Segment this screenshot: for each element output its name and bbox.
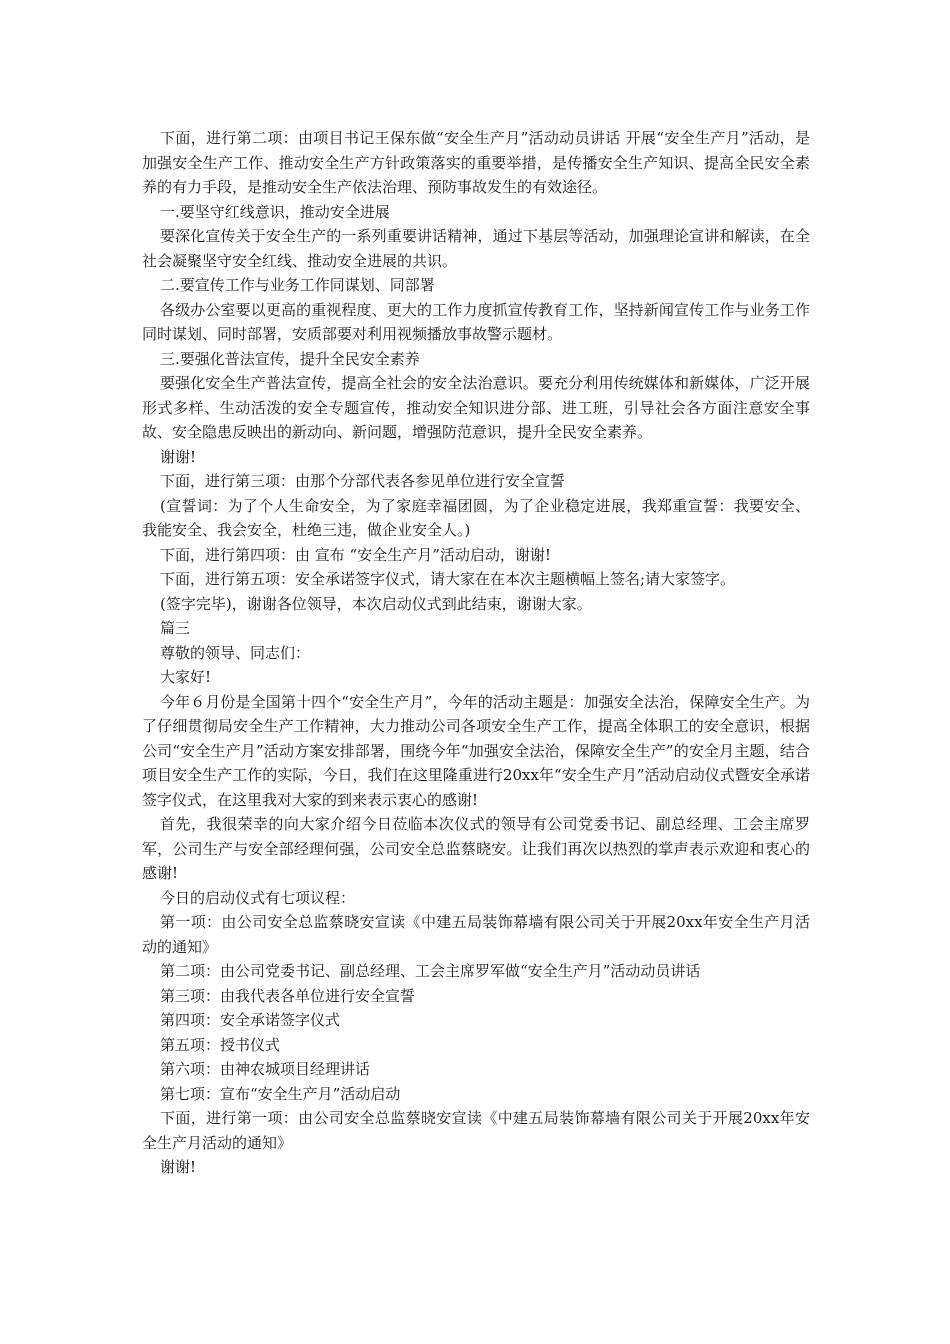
paragraph-oath: (宣誓词：为了个人生命安全，为了家庭幸福团圆，为了企业稳定进展，我郑重宣誓：我要安全、我能安全、我会安全，杜绝三违，做企业安全人。) xyxy=(142,496,810,539)
paragraph-item-one-reading: 下面，进行第一项：由公司安全总监蔡晓安宣读《中建五局装饰幕墙有限公司关于开展20xx年安全生产月活动的通知》 xyxy=(142,1109,810,1152)
heading-point-three: 三.要强化普法宣传，提升全民安全素养 xyxy=(160,349,420,368)
paragraph-intro-item-two: 下面，进行第二项：由项目书记王保东做“安全生产月”活动动员讲话 开展“安全生产月”活动，是加强安全生产工作、推动安全生产方针政策落实的重要举措，是传播安全生产知识、提高全民安全素养的有力手段，是推动安全生产依法治理、预防事故发生的有效途径。 xyxy=(142,129,810,196)
paragraph-salutation: 尊敬的领导、同志们： xyxy=(160,643,311,662)
agenda-item-5: 第五项：授书仪式 xyxy=(160,1035,281,1054)
heading-point-one: 一.要坚守红线意识，推动安全进展 xyxy=(160,202,390,221)
paragraph-greeting: 大家好! xyxy=(160,668,212,686)
paragraph-item-three: 下面，进行第三项：由那个分部代表各参见单位进行安全宣誓 xyxy=(160,472,566,490)
paragraph-final-thanks: 谢谢! xyxy=(160,1158,197,1176)
paragraph-theme: 今年６月份是全国第十四个“安全生产月”，今年的活动主题是：加强安全法治，保障安全生产。为了仔细贯彻局安全生产工作精神，大力推动公司各项安全生产工作，提高全体职工的安全意识，根据公司“安全生产月”活动方案安排部署，围绕今年“加强安全法治，保障安全生产”的安全月主题，结合项目安全生产工作的实际，今日，我们在这里隆重进行20xx年“安全生产月”活动启动仪式暨安全承诺签字仪式，在这里我对大家的到来表示衷心的感谢! xyxy=(142,692,810,809)
paragraph-agenda-intro: 今日的启动仪式有七项议程： xyxy=(160,888,356,907)
paragraph-point-one: 要深化宣传关于安全生产的一系列重要讲话精神，通过下基层等活动，加强理论宣讲和解读，在全社会凝聚坚守安全红线、推动安全进展的共识。 xyxy=(142,227,810,270)
paragraph-introductions: 首先，我很荣幸的向大家介绍今日莅临本次仪式的领导有公司党委书记、副总经理、工会主席罗军，公司生产与安全部经理何强，公司安全总监蔡晓安。让我们再次以热烈的掌声表示欢迎和衷心的感谢! xyxy=(142,815,810,882)
document-body xyxy=(142,126,810,1180)
agenda-item-6: 第六项：由神农城项目经理讲话 xyxy=(160,1060,371,1078)
paragraph-item-four: 下面，进行第四项：由 宣布 “安全生产月”活动启动，谢谢! xyxy=(160,545,551,564)
heading-point-two: 二.要宣传工作与业务工作同谋划、同部署 xyxy=(160,276,435,294)
agenda-item-7: 第七项：宣布“安全生产月”活动启动 xyxy=(160,1084,401,1103)
paragraph-closing: (签字完毕)，谢谢各位领导，本次启动仪式到此结束，谢谢大家。 xyxy=(160,594,592,613)
paragraph-point-two: 各级办公室要以更高的重视程度、更大的工作力度抓宣传教育工作，坚持新闻宣传工作与业务工作同时谋划、同时部署，安质部要对利用视频播放事故警示题材。 xyxy=(142,300,810,343)
agenda-item-2: 第二项：由公司党委书记、副总经理、工会主席罗军做“安全生产月”活动动员讲话 xyxy=(160,962,701,980)
agenda-item-1: 第一项：由公司安全总监蔡晓安宣读《中建五局装饰幕墙有限公司关于开展20xx年安全生产月活动的通知》 xyxy=(142,913,810,956)
paragraph-thanks: 谢谢! xyxy=(160,447,197,466)
section-heading-part-three: 篇三 xyxy=(160,619,191,637)
paragraph-item-five: 下面，进行第五项：安全承诺签字仪式，请大家在在本次主题横幅上签名;请大家签字。 xyxy=(160,570,736,588)
agenda-item-4: 第四项：安全承诺签字仪式 xyxy=(160,1011,341,1029)
paragraph-point-three: 要强化安全生产普法宣传，提高全社会的安全法治意识。要充分利用传统媒体和新媒体，广泛开展形式多样、生动活泼的安全专题宣传，推动安全知识进分部、进工班，引导社会各方面注意安全事故、安全隐患反映出的新动向、新问题，增强防范意识，提升全民安全素养。 xyxy=(142,374,810,441)
agenda-item-3: 第三项：由我代表各单位进行安全宣誓 xyxy=(160,986,416,1005)
